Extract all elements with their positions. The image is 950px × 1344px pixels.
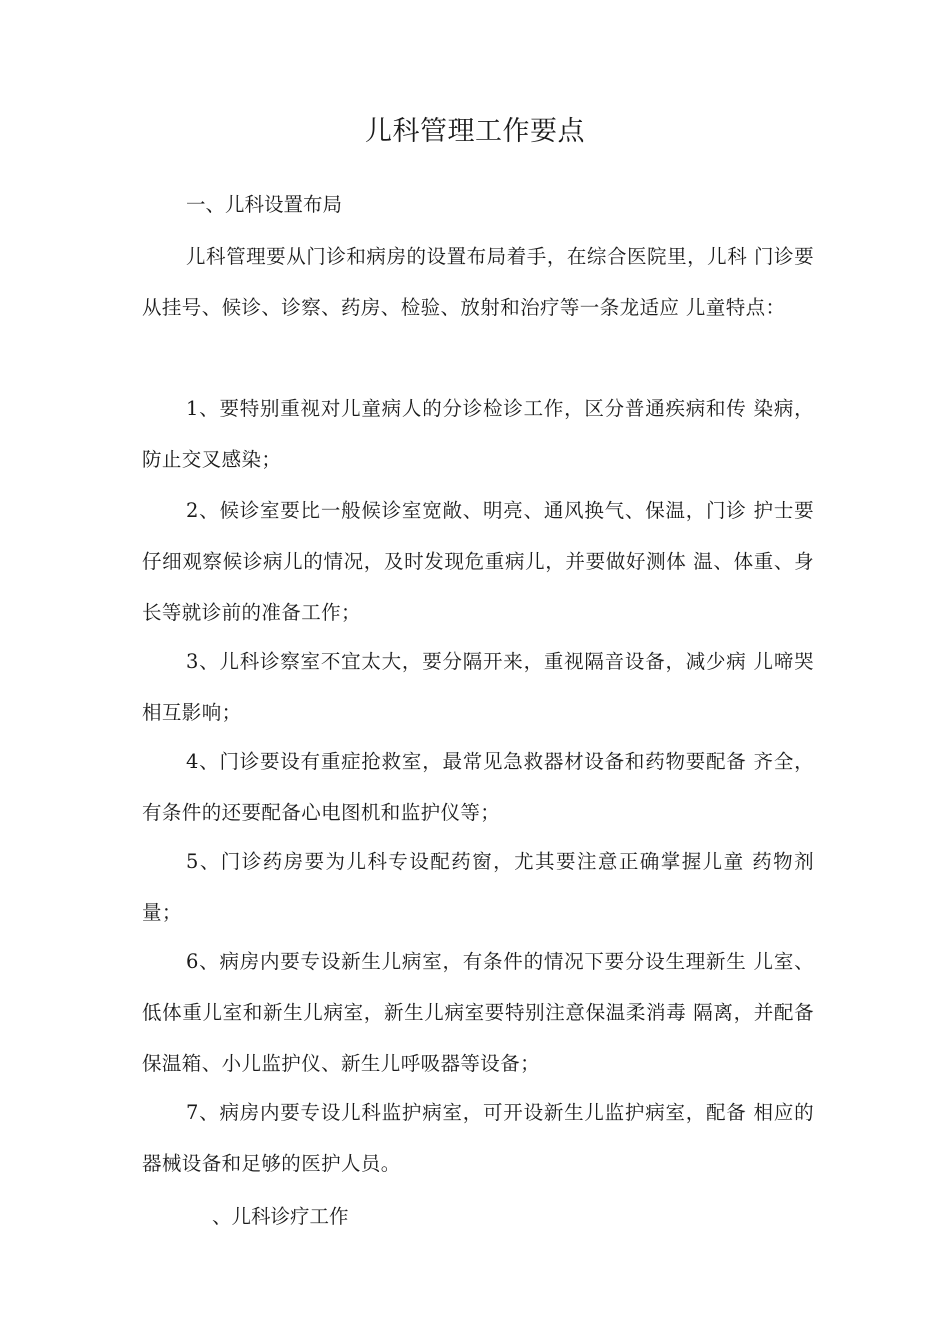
list-item-3: 3、儿科诊察室不宜太大，要分隔开来，重视隔音设备，减少病 儿啼哭相互影响；: [142, 650, 814, 724]
list-item-6: 6、病房内要专设新生儿病室，有条件的情况下要分设生理新生 儿室、低体重儿室和新生儿病室，新生儿病室要特别注意保温柔消毒 隔离，并配备保温箱、小儿监护仪、新生儿呼吸器等设备；: [142, 950, 814, 1075]
list-item-1: 1、要特别重视对儿童病人的分诊检诊工作，区分普通疾病和传 染病，防止交叉感染；: [142, 397, 814, 471]
document-title: 儿科管理工作要点: [365, 116, 585, 147]
section-heading-diagnosis: 、儿科诊疗工作: [212, 1205, 349, 1228]
intro-paragraph: 儿科管理要从门诊和病房的设置布局着手，在综合医院里，儿科 门诊要从挂号、候诊、诊察、药房、检验、放射和治疗等一条龙适应 儿童特点：: [142, 245, 814, 319]
list-item-5: 5、门诊药房要为儿科专设配药窗，尤其要注意正确掌握儿童 药物剂量；: [142, 850, 814, 924]
list-item-2: 2、候诊室要比一般候诊室宽敞、明亮、通风换气、保温，门诊 护士要仔细观察候诊病儿的情况，及时发现危重病儿，并要做好测体 温、体重、身长等就诊前的准备工作；: [142, 499, 814, 624]
section-heading-layout: 一、儿科设置布局: [186, 193, 343, 216]
list-item-7: 7、病房内要专设儿科监护病室，可开设新生儿监护病室，配备 相应的器械设备和足够的医护人员。: [142, 1101, 814, 1175]
list-item-4: 4、门诊要设有重症抢救室，最常见急救器材设备和药物要配备 齐全，有条件的还要配备心电图机和监护仪等；: [142, 750, 814, 824]
